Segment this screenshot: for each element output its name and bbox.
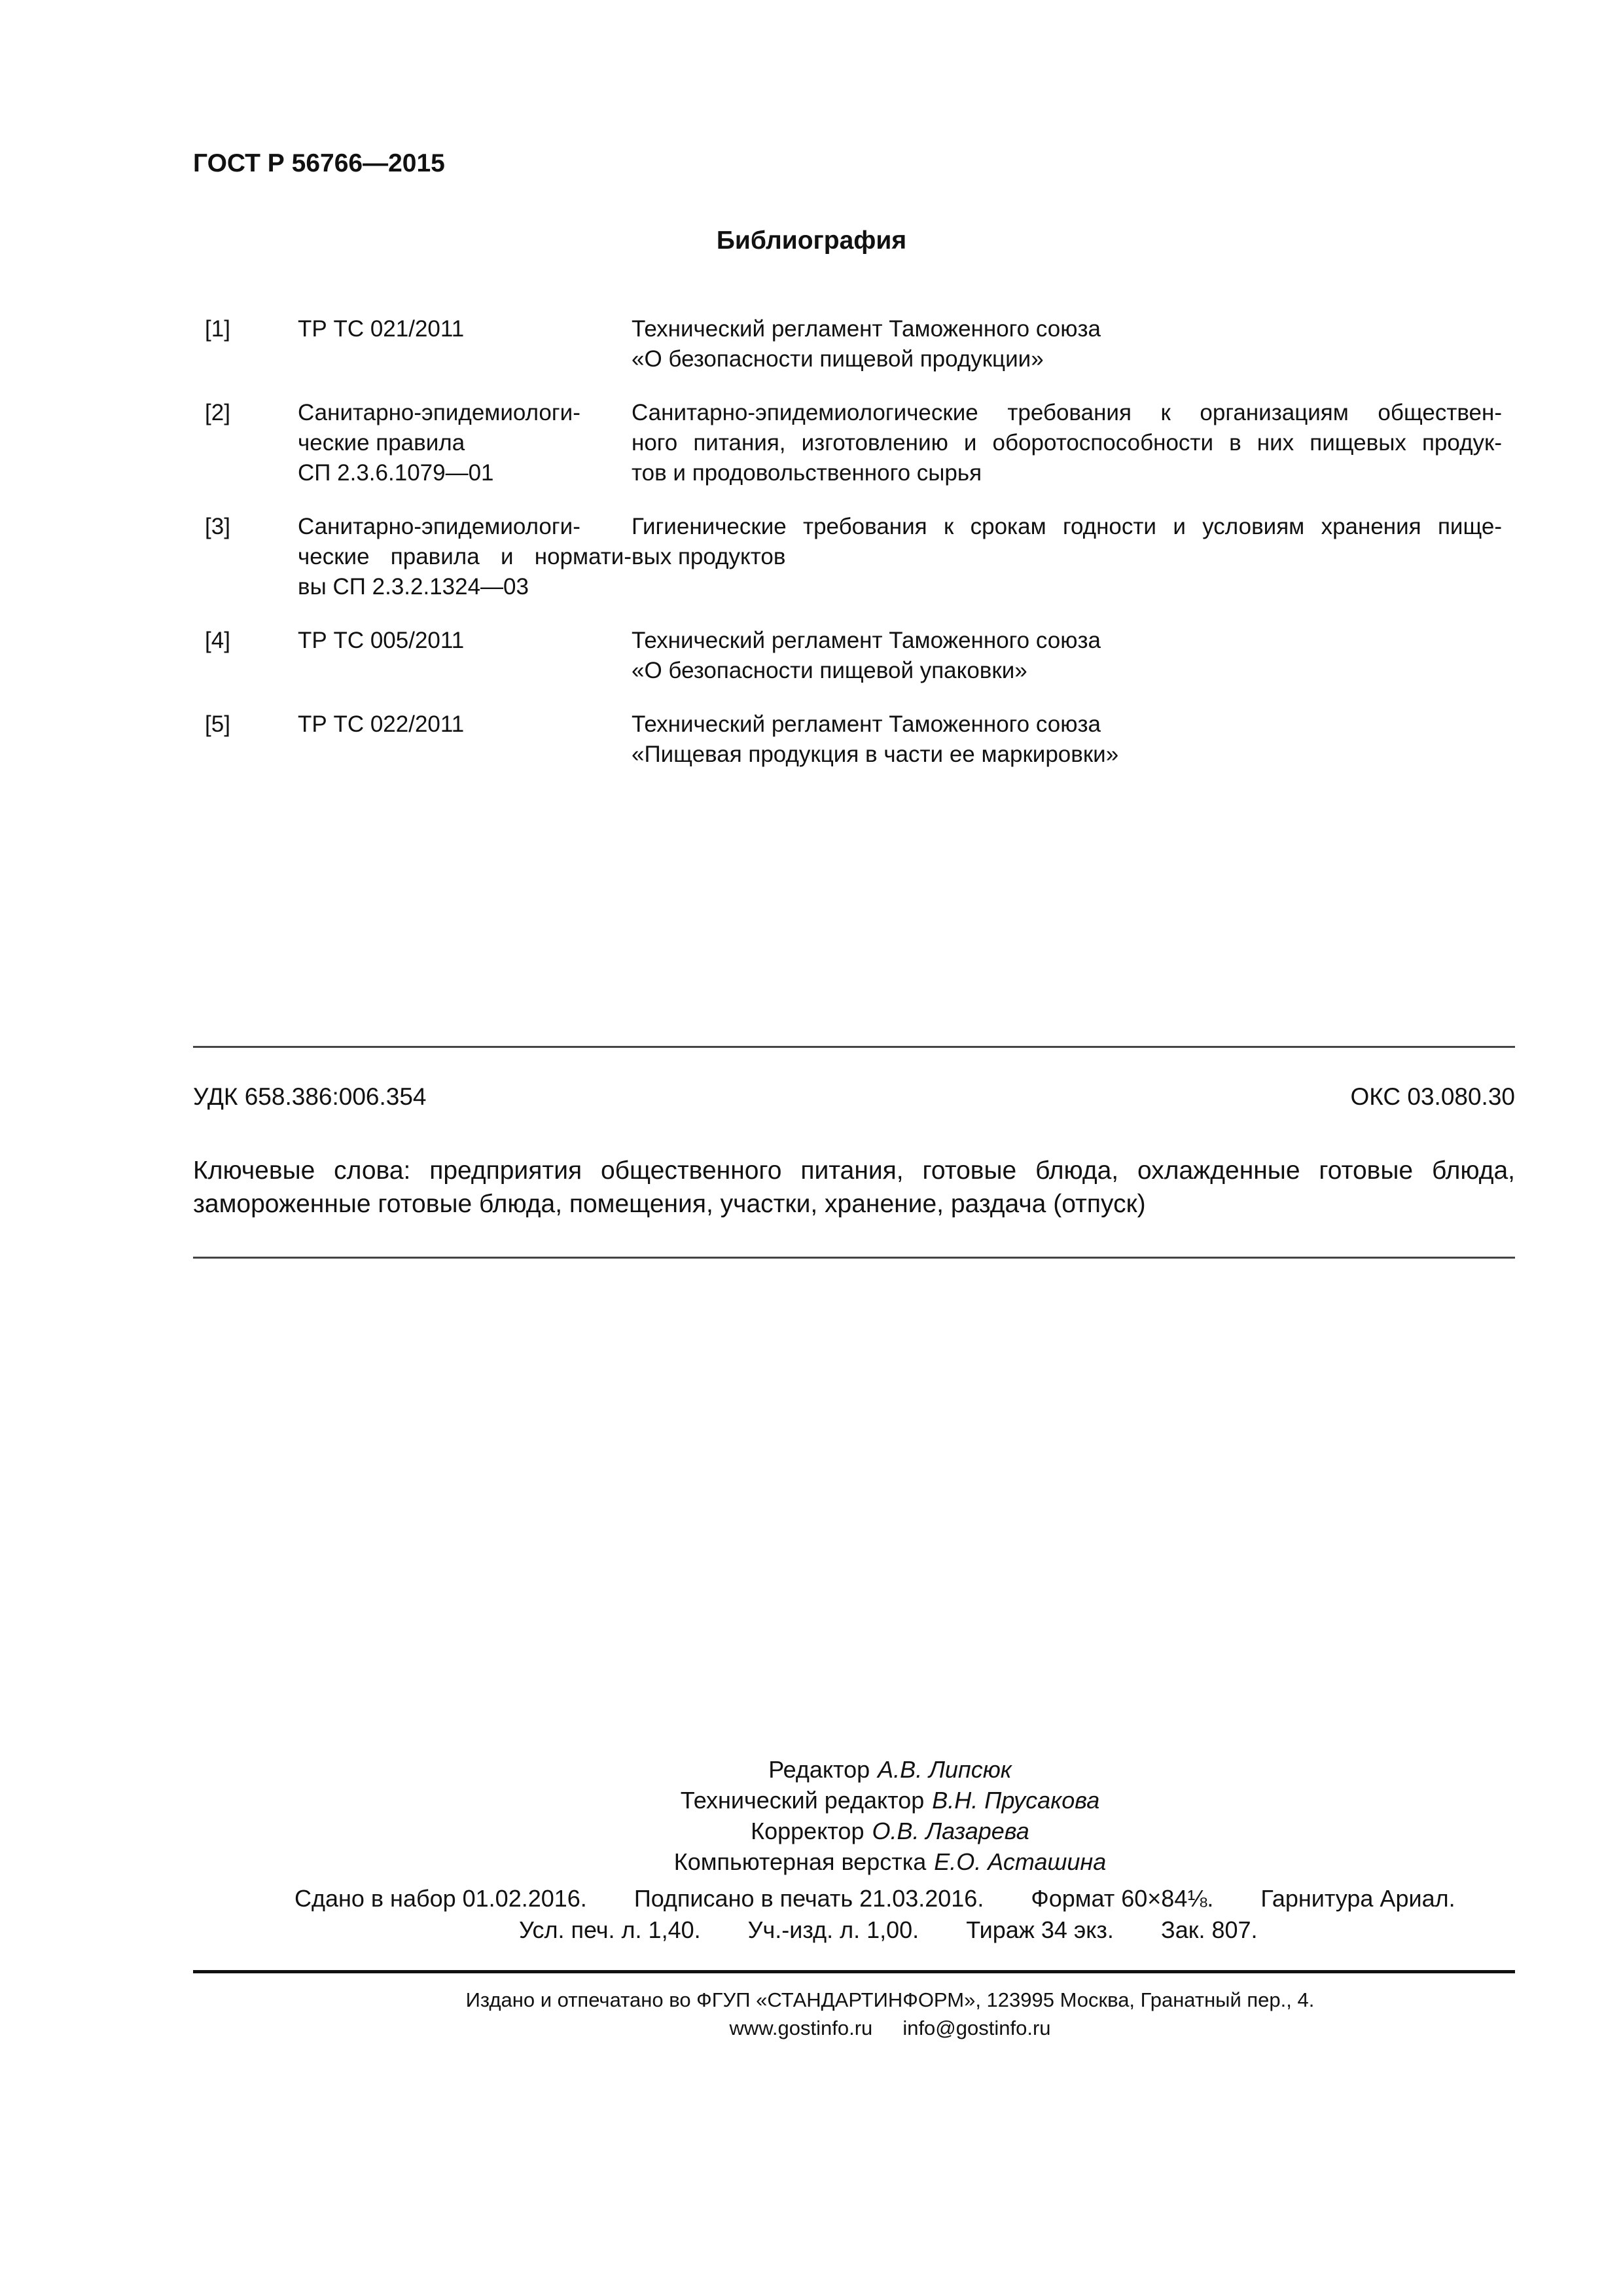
reference-line: ческие правила (298, 430, 465, 456)
bibliography-entry (193, 512, 1515, 602)
entry-number: [3] (205, 514, 230, 539)
section-title: Библиография (716, 226, 907, 255)
description-line: ного питания, изготовлению и оборотоспособности в них пищевых продук- (632, 430, 1502, 456)
description-line: «О безопасности пищевой упаковки» (632, 658, 1027, 683)
description-line: тов и продовольственного сырья (632, 460, 982, 486)
entry-description (632, 398, 1502, 488)
reference-line: ТР ТС 005/2011 (298, 628, 465, 653)
credit-name: О.В. Лазарева (872, 1818, 1029, 1844)
entry-reference (298, 626, 632, 686)
reference-line: Санитарно-эпидемиологи- (298, 514, 580, 539)
publisher-website[interactable]: www.gostinfo.ru (729, 2017, 873, 2039)
publishing-sheets: Уч.-изд. л. 1,00. (747, 1916, 919, 1943)
credit-name: В.Н. Прусакова (932, 1787, 1100, 1814)
typeface: Гарнитура Ариал. (1260, 1885, 1455, 1912)
entry-reference (298, 512, 632, 602)
bibliography-entry (193, 314, 1515, 374)
entry-description (632, 314, 1502, 374)
divider-top (193, 1046, 1515, 1048)
credit-name: А.В. Липсюк (878, 1756, 1012, 1783)
entry-number: [1] (205, 316, 230, 342)
description-line: Технический регламент Таможенного союза (632, 628, 1101, 653)
document-code: ГОСТ Р 56766—2015 (193, 149, 445, 177)
credit-editor (0, 1754, 1623, 1785)
description-line: Технический регламент Таможенного союза (632, 316, 1101, 342)
credit-technical-editor (0, 1785, 1623, 1816)
description-line: вых продуктов (632, 544, 786, 569)
bibliography-entry (193, 626, 1515, 686)
bibliography-entry (193, 398, 1515, 488)
bibliography-list (193, 314, 1515, 793)
paper-format: Формат 60×84⅛. (1031, 1885, 1214, 1912)
publisher-address: Издано и отпечатано во ФГУП «СТАНДАРТИНФОРМ», 123995 Москва, Гранатный пер., 4. (465, 1988, 1315, 2011)
entry-description (632, 626, 1502, 686)
credit-name: Е.О. Асташина (934, 1848, 1107, 1875)
description-line: «О безопасности пищевой продукции» (632, 346, 1044, 372)
bibliography-entry (193, 709, 1515, 770)
reference-line: СП 2.3.6.1079—01 (298, 460, 494, 486)
keywords-line: Ключевые слова: предприятия общественного питания, готовые блюда, охлажденные готовые блюда, (193, 1157, 1515, 1185)
typeset-date: Сдано в набор 01.02.2016. (294, 1885, 587, 1912)
publisher-block (0, 1986, 1623, 2042)
printed-sheets: Усл. печ. л. 1,40. (519, 1916, 701, 1943)
description-line: Санитарно-эпидемиологические требования к организациям обществен- (632, 400, 1502, 425)
print-info-line-1 (294, 1885, 1455, 1912)
credit-proofreader (0, 1816, 1623, 1846)
reference-line: ТР ТС 021/2011 (298, 316, 465, 342)
keywords-block (193, 1154, 1515, 1221)
udk-code: УДК 658.386:006.354 (193, 1083, 427, 1110)
entry-number: [2] (205, 400, 230, 425)
credits-block (0, 1754, 1623, 1877)
entry-description (632, 709, 1502, 770)
credit-role: Технический редактор (680, 1787, 925, 1814)
divider-bottom (193, 1257, 1515, 1259)
entry-description (632, 512, 1502, 602)
publisher-contacts (0, 2014, 1623, 2042)
credit-layout (0, 1846, 1623, 1877)
print-run: Тираж 34 экз. (966, 1916, 1114, 1943)
description-line: Гигиенические требования к срокам годности и условиям хранения пище- (632, 514, 1502, 539)
keywords-line: замороженные готовые блюда, помещения, участки, хранение, раздача (отпуск) (193, 1190, 1146, 1218)
publisher-email[interactable]: info@gostinfo.ru (902, 2017, 1051, 2039)
description-line: Технический регламент Таможенного союза (632, 711, 1101, 737)
reference-line: ческие правила и нормати- (298, 544, 632, 569)
credit-role: Редактор (768, 1756, 870, 1783)
reference-line: вы СП 2.3.2.1324—03 (298, 574, 529, 600)
entry-number: [4] (205, 628, 230, 653)
signed-for-print-date: Подписано в печать 21.03.2016. (633, 1885, 984, 1912)
entry-number: [5] (205, 711, 230, 737)
reference-line: Санитарно-эпидемиологи- (298, 400, 580, 425)
entry-reference (298, 314, 632, 374)
order-number: Зак. 807. (1160, 1916, 1258, 1943)
credit-role: Корректор (751, 1818, 865, 1844)
divider-publisher (193, 1970, 1515, 1973)
oks-code: ОКС 03.080.30 (1350, 1083, 1515, 1110)
entry-reference (298, 398, 632, 488)
entry-reference (298, 709, 632, 770)
description-line: «Пищевая продукция в части ее маркировки» (632, 742, 1119, 767)
credit-role: Компьютерная верстка (673, 1848, 927, 1875)
reference-line: ТР ТС 022/2011 (298, 711, 465, 737)
print-info-line-2 (519, 1916, 1258, 1944)
